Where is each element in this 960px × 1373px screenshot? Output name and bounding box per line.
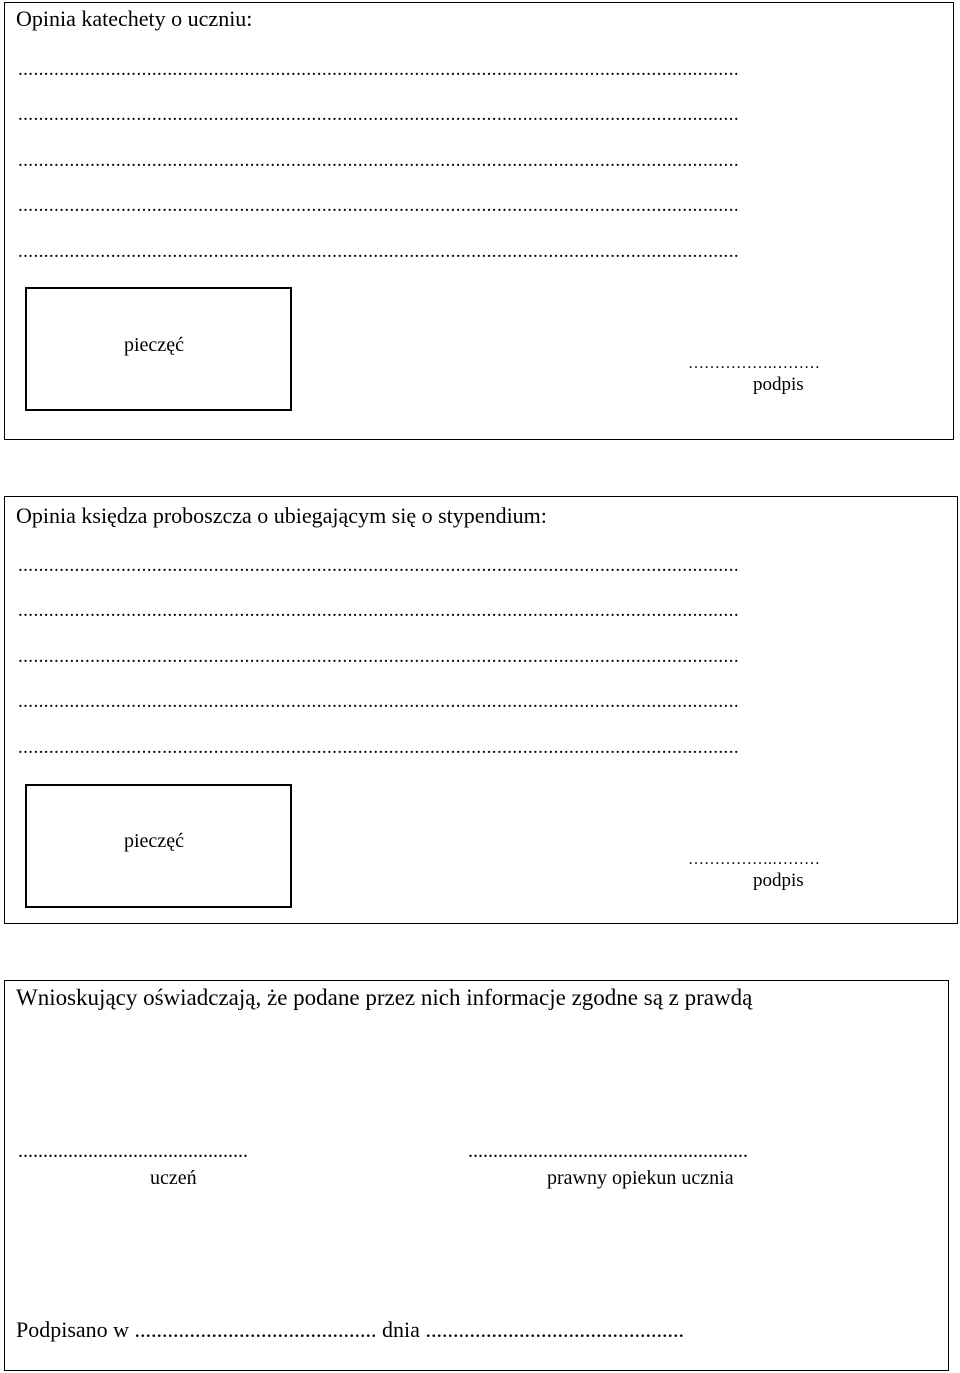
priest-opinion-line-4[interactable]: ............................................................................................................................................ [18,692,739,712]
priest-signature-line[interactable]: …………….……… [688,851,820,868]
signed-place-date-line[interactable]: Podpisano w ............................................ dnia ............................................... [16,1317,684,1342]
guardian-signature-line[interactable]: ........................................................ [468,1140,748,1162]
catechist-opinion-line-1[interactable]: ............................................................................................................................................ [18,60,739,80]
declaration-statement: Wnioskujący oświadczają, że podane przez nich informacje zgodne są z prawdą [16,985,753,1010]
priest-opinion-line-2[interactable]: ............................................................................................................................................ [18,601,739,621]
priest-opinion-line-5[interactable]: ............................................................................................................................................ [18,738,739,758]
catechist-stamp-label: pieczęć [124,334,184,356]
priest-opinion-line-3[interactable]: ............................................................................................................................................ [18,647,739,667]
catechist-opinion-line-2[interactable]: ............................................................................................................................................ [18,105,739,125]
priest-stamp-label: pieczęć [124,830,184,852]
catechist-opinion-heading: Opinia katechety o uczniu: [16,6,253,31]
catechist-opinion-line-4[interactable]: ............................................................................................................................................ [18,196,739,216]
guardian-signature-label: prawny opiekun ucznia [547,1167,734,1189]
catechist-signature-line[interactable]: …………….……… [688,355,820,372]
student-signature-line[interactable]: .............................................. [18,1140,248,1162]
priest-opinion-heading: Opinia księdza proboszcza o ubiegającym się o stypendium: [16,503,547,528]
student-signature-label: uczeń [150,1167,197,1189]
catechist-opinion-line-3[interactable]: ............................................................................................................................................ [18,151,739,171]
priest-signature-label: podpis [753,870,804,891]
declaration-section [4,980,949,1371]
catechist-opinion-line-5[interactable]: ............................................................................................................................................ [18,242,739,262]
priest-opinion-line-1[interactable]: ............................................................................................................................................ [18,556,739,576]
catechist-signature-label: podpis [753,374,804,395]
